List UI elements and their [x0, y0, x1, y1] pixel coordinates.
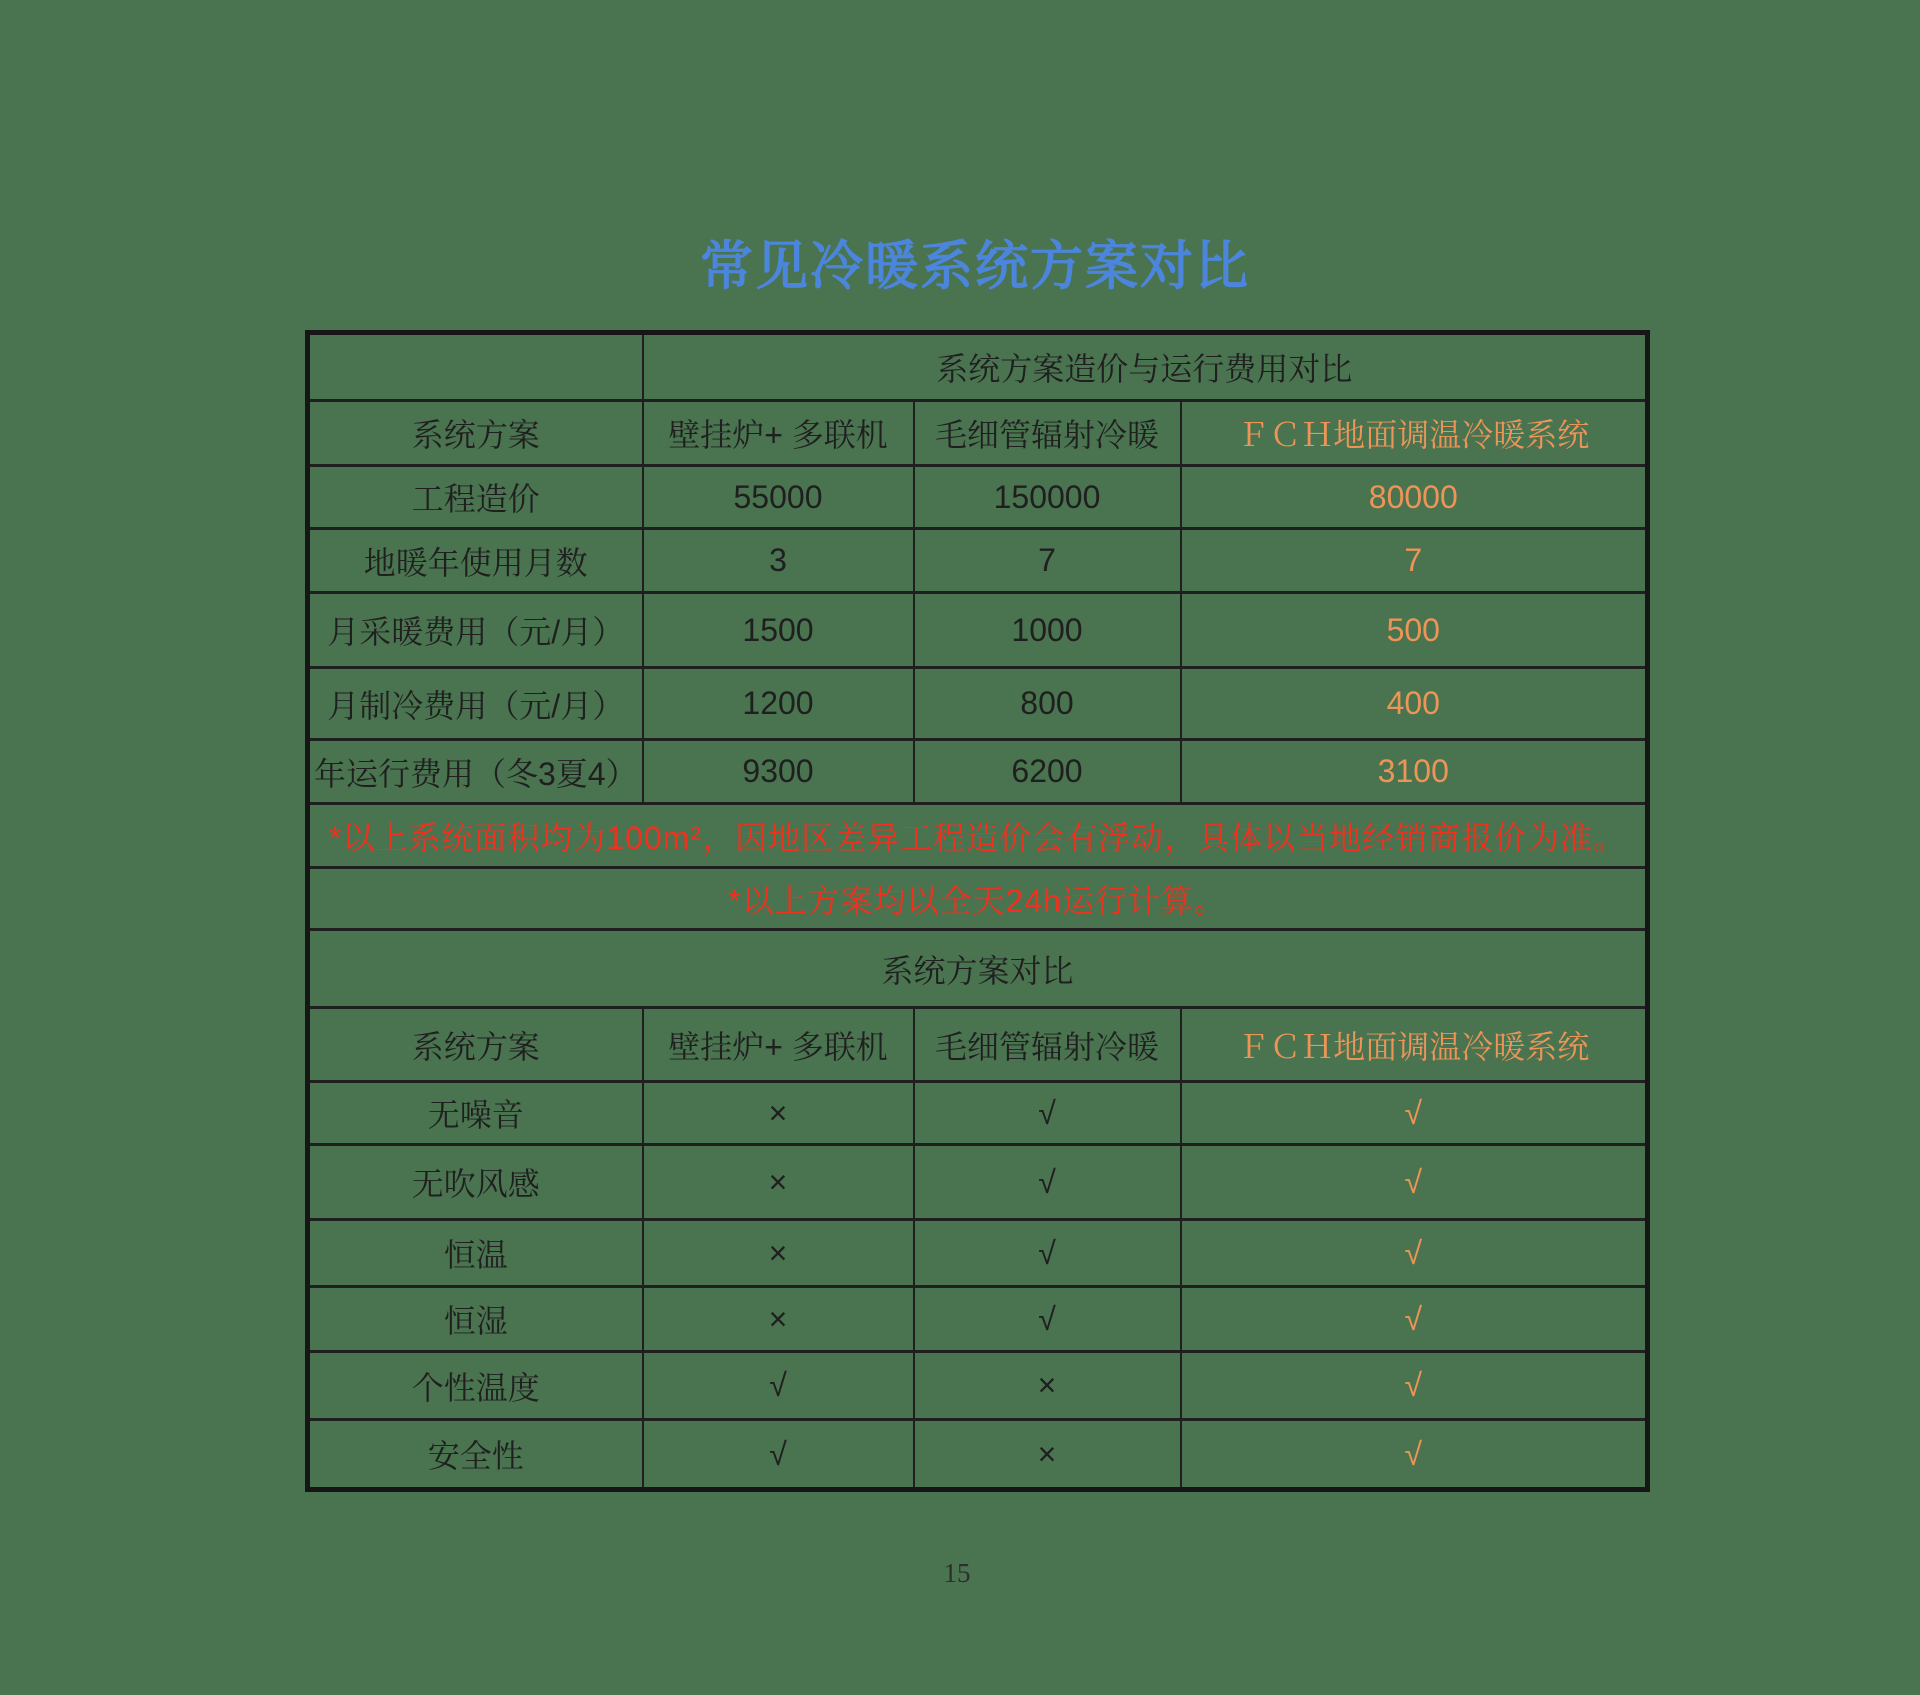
- value-cell-fch: 3100: [1181, 740, 1648, 804]
- table-row: [308, 1420, 1648, 1490]
- table-row: [308, 1352, 1648, 1420]
- section1-header-row: [308, 401, 1648, 466]
- value-cell: 7: [914, 529, 1181, 593]
- check-cell: √: [643, 1420, 914, 1490]
- value-cell: 55000: [643, 466, 914, 529]
- value-cell: 6200: [914, 740, 1181, 804]
- value-cell: 1500: [643, 593, 914, 668]
- column-header-fch: ＦＣＨ地面调温冷暖系统: [1181, 401, 1648, 466]
- table-row: [308, 529, 1648, 593]
- section2-title-row: [308, 930, 1648, 1008]
- row-label: 年运行费用（冬3夏4）: [308, 740, 643, 804]
- value-cell: 3: [643, 529, 914, 593]
- table-row: [308, 593, 1648, 668]
- value-cell: 1000: [914, 593, 1181, 668]
- check-cell-fch: √: [1181, 1220, 1648, 1287]
- table-row: [308, 466, 1648, 529]
- column-header: 系统方案: [308, 1008, 643, 1082]
- table-row: [308, 668, 1648, 740]
- column-header: 毛细管辐射冷暖: [914, 1008, 1181, 1082]
- column-header: 系统方案: [308, 401, 643, 466]
- note-row: [308, 868, 1648, 930]
- check-cell-fch: √: [1181, 1287, 1648, 1352]
- check-cell: √: [643, 1352, 914, 1420]
- check-cell: √: [914, 1287, 1181, 1352]
- check-cell: √: [914, 1145, 1181, 1220]
- row-label: 无噪音: [308, 1082, 643, 1145]
- column-header: 毛细管辐射冷暖: [914, 401, 1181, 466]
- empty-corner-cell: [308, 333, 643, 401]
- value-cell-fch: 400: [1181, 668, 1648, 740]
- check-cell: √: [914, 1082, 1181, 1145]
- comparison-table: [305, 330, 1650, 1492]
- row-label: 无吹风感: [308, 1145, 643, 1220]
- row-label: 月制冷费用（元/月）: [308, 668, 643, 740]
- row-label: 恒湿: [308, 1287, 643, 1352]
- table-row: [308, 1287, 1648, 1352]
- table-row: [308, 1145, 1648, 1220]
- row-label: 月采暖费用（元/月）: [308, 593, 643, 668]
- check-cell: ×: [914, 1352, 1181, 1420]
- check-cell: √: [914, 1220, 1181, 1287]
- value-cell: 800: [914, 668, 1181, 740]
- check-cell-fch: √: [1181, 1145, 1648, 1220]
- section2-header-row: [308, 1008, 1648, 1082]
- table-row: [308, 740, 1648, 804]
- check-cell-fch: √: [1181, 1420, 1648, 1490]
- column-header: 壁挂炉+ 多联机: [643, 401, 914, 466]
- column-header: 壁挂炉+ 多联机: [643, 1008, 914, 1082]
- section1-title: 系统方案造价与运行费用对比: [643, 333, 1648, 401]
- row-label: 安全性: [308, 1420, 643, 1490]
- page-number: 15: [943, 1558, 971, 1588]
- column-header-fch: ＦＣＨ地面调温冷暖系统: [1181, 1008, 1648, 1082]
- row-label: 恒温: [308, 1220, 643, 1287]
- check-cell: ×: [643, 1145, 914, 1220]
- check-cell: ×: [643, 1082, 914, 1145]
- section2-title: 系统方案对比: [308, 930, 1648, 1008]
- check-cell: ×: [643, 1287, 914, 1352]
- value-cell-fch: 7: [1181, 529, 1648, 593]
- table-row: [308, 1220, 1648, 1287]
- value-cell-fch: 500: [1181, 593, 1648, 668]
- row-label: 工程造价: [308, 466, 643, 529]
- page-title: 常见冷暖系统方案对比: [700, 237, 1250, 296]
- footnote-area: *以上系统面积均为100m²，因地区差异工程造价会有浮动，具体以当地经销商报价为准。: [308, 804, 1648, 868]
- table-row: [308, 1082, 1648, 1145]
- check-cell-fch: √: [1181, 1082, 1648, 1145]
- value-cell: 1200: [643, 668, 914, 740]
- check-cell-fch: √: [1181, 1352, 1648, 1420]
- check-cell: ×: [643, 1220, 914, 1287]
- check-cell: ×: [914, 1420, 1181, 1490]
- section1-title-row: [308, 333, 1648, 401]
- footnote-runtime: *以上方案均以全天24h运行计算。: [308, 868, 1648, 930]
- value-cell-fch: 80000: [1181, 466, 1648, 529]
- value-cell: 9300: [643, 740, 914, 804]
- note-row: [308, 804, 1648, 868]
- row-label: 个性温度: [308, 1352, 643, 1420]
- row-label: 地暖年使用月数: [308, 529, 643, 593]
- value-cell: 150000: [914, 466, 1181, 529]
